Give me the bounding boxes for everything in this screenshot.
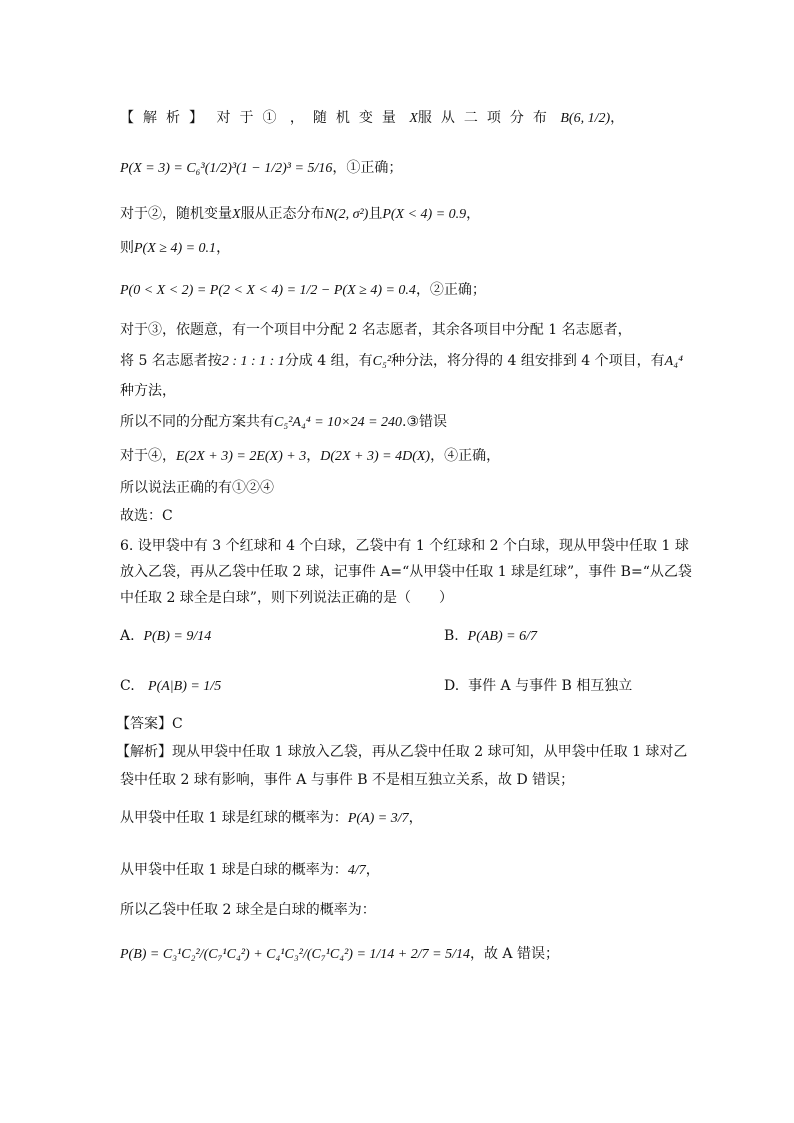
analysis2-line-5	[120, 900, 376, 920]
text: 6. 设甲袋中有 3 个红球和 4 个白球，乙袋中有 1 个红球和 2 个白球，现从甲袋中任取 1 球	[120, 538, 689, 554]
text: 种分法，将分得的 4 组安排到 4 个项目，有	[391, 353, 665, 369]
text: 对于④，	[120, 448, 176, 464]
option-c-label: C.	[120, 678, 135, 694]
text: ，	[408, 810, 423, 826]
option-a-math: P(B) = 9/14	[143, 629, 212, 644]
math-variance: D(2X + 3) = 4D(X)	[320, 449, 431, 464]
text: 所以不同的分配方案共有	[120, 414, 274, 430]
analysis-line-1	[120, 108, 624, 129]
text: 现从甲袋中任取 1 球放入乙袋，再从乙袋中任取 2 球可知，从甲袋中任取 1 球对乙	[172, 744, 688, 760]
option-d-text: 事件 A 与事件 B 相互独立	[468, 678, 633, 694]
math-combination: C₅²	[372, 354, 392, 369]
analysis-line-3	[120, 204, 480, 225]
analysis-line-11	[120, 478, 274, 498]
option-c-math: P(A|B) = 1/5	[148, 679, 222, 694]
math-formula: P(0 < X < 2) = P(2 < X < 4) = 1/2 − P(X ≥ 4) = 0.4	[120, 283, 416, 298]
option-b	[444, 626, 537, 647]
option-b-math: P(AB) = 6/7	[467, 629, 537, 644]
question-6-stem-1	[120, 536, 689, 556]
analysis2-line-3	[120, 808, 423, 829]
text: 对于①	[216, 110, 286, 126]
analysis-line-2	[120, 158, 402, 179]
text: ，	[216, 240, 231, 256]
text: 对于②，随机变量	[120, 206, 232, 222]
text: 服从二项分布	[417, 110, 556, 126]
analysis-line-6	[120, 320, 632, 340]
math-formula: P(X ≥ 4) = 0.1	[134, 241, 217, 256]
math-expectation: E(2X + 3) = 2E(X) + 3	[176, 449, 307, 464]
option-a	[120, 626, 211, 647]
option-d	[444, 676, 632, 696]
analysis2-line-1	[116, 742, 687, 762]
analysis2-line-4	[120, 860, 380, 881]
analysis-line-5	[120, 280, 486, 301]
text: 服从正态分布	[240, 206, 325, 222]
text: 分成 4 组，有	[284, 353, 373, 369]
text: .③错误	[402, 414, 448, 430]
text: 放入乙袋，再从乙袋中任取 2 球，记事件 A=“从甲袋中任取 1 球是红球”，事件 B=“从乙袋	[120, 564, 692, 580]
variable-x: X	[409, 111, 418, 126]
math-formula: C₅²A₄⁴ = 10×24 = 240	[274, 415, 403, 430]
text: 故选：C	[120, 508, 173, 524]
option-d-label: D.	[444, 678, 460, 694]
math-formula: P(X < 4) = 0.9	[382, 207, 467, 222]
text: 所以说法正确的有①②④	[120, 480, 274, 496]
math-ratio: 2 : 1 : 1 : 1	[221, 354, 285, 369]
text: ，②正确；	[415, 282, 486, 298]
text: ，	[466, 206, 481, 222]
analysis-line-7	[120, 351, 683, 372]
math-normal: N(2, σ²)	[324, 207, 369, 222]
math-arrangement: A₄⁴	[664, 354, 683, 369]
answer-line	[116, 714, 183, 734]
analysis-line-4	[120, 238, 230, 259]
analysis-line-9	[120, 412, 447, 433]
analysis2-line-6	[120, 944, 559, 965]
text: 中任取 2 球全是白球”，则下列说法正确的是（ ）	[120, 590, 453, 606]
text: ，	[306, 448, 321, 464]
math-binomial: B(6, 1/2)	[560, 111, 611, 126]
text: 种方法，	[120, 383, 176, 399]
text: 所以乙袋中任取 2 球全是白球的概率为：	[120, 902, 376, 918]
text: 从甲袋中任取 1 球是红球的概率为：	[120, 810, 348, 826]
text: ，④正确，	[430, 448, 501, 464]
text: 则	[120, 240, 134, 256]
text: ，	[365, 862, 380, 878]
variable-x: X	[232, 207, 241, 222]
analysis-line-10	[120, 446, 500, 467]
text: 从甲袋中任取 1 球是白球的概率为：	[120, 862, 348, 878]
analysis-tag: 【解析】	[116, 744, 172, 760]
answer-value: C	[172, 716, 183, 732]
text: 将 5 名志愿者按	[120, 353, 222, 369]
analysis-line-8	[120, 381, 176, 401]
analysis2-line-2	[120, 770, 574, 790]
question-6-stem-2	[120, 562, 692, 582]
answer-tag: 【答案】	[116, 716, 172, 732]
math-formula: P(A) = 3/7	[347, 811, 409, 826]
text: ，故 A 错误；	[469, 946, 559, 962]
question-6-stem-3	[120, 588, 453, 608]
text: ，随机变量	[289, 110, 405, 126]
text: ，①正确；	[332, 160, 403, 176]
analysis-line-12	[120, 506, 173, 526]
math-formula: P(X = 3) = C₆³(1/2)³(1 − 1/2)³ = 5/16	[120, 161, 333, 176]
analysis-tag: 【解析】	[120, 110, 212, 126]
text: 袋中任取 2 球有影响，事件 A 与事件 B 不是相互独立关系，故 D 错误；	[120, 772, 575, 788]
text: 对于③，依题意，有一个项目中分配 2 名志愿者，其余各项目中分配 1 名志愿者，	[120, 322, 632, 338]
math-formula: P(B) = C₃¹C₂²/(C₇¹C₄²) + C₄¹C₃²/(C₇¹C₄²) = 1/14 + 2/7 = 5/14	[120, 947, 470, 962]
text: 且	[368, 206, 383, 222]
option-c	[120, 676, 221, 697]
option-a-label: A.	[120, 628, 135, 644]
option-b-label: B.	[444, 628, 459, 644]
text: ，	[610, 110, 625, 126]
math-fraction: 4/7	[347, 863, 366, 878]
